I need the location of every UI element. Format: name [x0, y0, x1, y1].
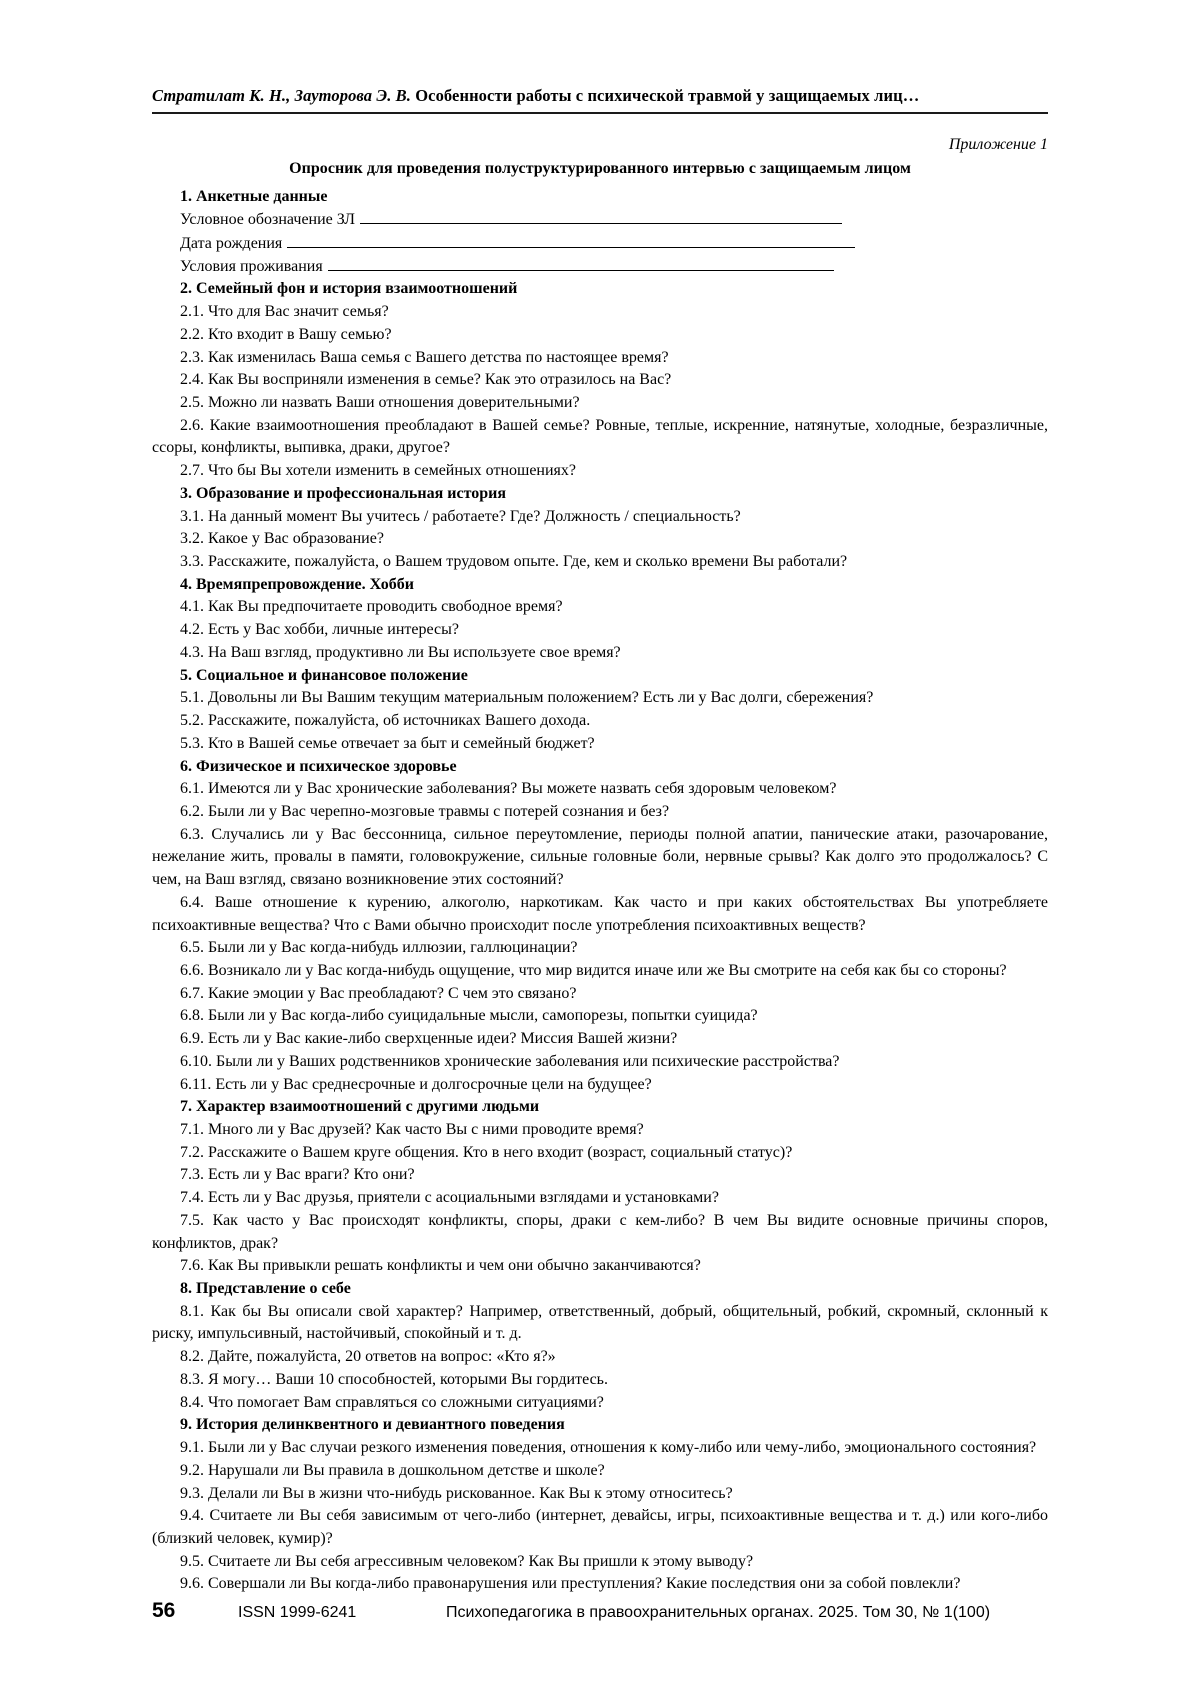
section-heading-1: 1. Анкетные данные: [180, 187, 328, 205]
section-heading-7: 7. Характер взаимоотношений с другими людьми: [180, 1098, 540, 1116]
question-item: 6.8. Были ли у Вас когда-либо суицидальные мысли, самопорезы, попытки суицида?: [180, 1007, 758, 1025]
question-item: 3.3. Расскажите, пожалуйста, о Вашем трудовом опыте. Где, кем и сколько времени Вы работали?: [180, 553, 848, 571]
form-field-blank[interactable]: [287, 232, 855, 248]
question-item: 7.1. Много ли у Вас друзей? Как часто Вы с ними проводите время?: [180, 1121, 644, 1139]
question-item: 5.1. Довольны ли Вы Вашим текущим материальным положением? Есть ли у Вас долги, сбережения?: [180, 689, 874, 707]
question-item: 6.7. Какие эмоции у Вас преобладают? С чем это связано?: [180, 984, 577, 1002]
section-heading-4: 4. Времяпрепровождение. Хобби: [180, 575, 414, 593]
form-field-label: Условия проживания: [180, 258, 323, 276]
question-item: 2.6. Какие взаимоотношения преобладают в Вашей семье? Ровные, теплые, искренние, натянутые, холодные, безразличные, ссоры, конфликты, выпивка, драки, другое?: [152, 416, 1048, 457]
question-item: 4.3. На Ваш взгляд, продуктивно ли Вы используете свое время?: [180, 643, 621, 661]
issn-label: ISSN 1999-6241: [238, 1604, 357, 1621]
question-item: 6.3. Случались ли у Вас бессонница, сильное переутомление, периоды полной апатии, панические атаки, разочарование, нежелание жить, провалы в памяти, головокружение, сильные головные боли, нервные срывы? Как долго это продолжалось? С чем, на Ваш взгляд, связано возникновение этих состояний?: [152, 825, 1048, 889]
question-item: 9.3. Делали ли Вы в жизни что-нибудь рискованное. Как Вы к этому относитесь?: [180, 1484, 733, 1502]
section-heading-8: 8. Представление о себе: [180, 1280, 351, 1298]
question-item: 2.3. Как изменилась Ваша семья с Вашего детства по настоящее время?: [180, 348, 669, 366]
question-item: 2.5. Можно ли назвать Ваши отношения доверительными?: [180, 394, 580, 412]
question-item: 7.5. Как часто у Вас происходят конфликты, споры, драки с кем-либо? В чем Вы видите основные причины споров, конфликтов, драк?: [152, 1211, 1048, 1252]
form-field-row: [152, 255, 1048, 278]
question-item: 6.2. Были ли у Вас черепно-мозговые травмы с потерей сознания и без?: [180, 802, 670, 820]
question-item: 8.2. Дайте, пожалуйста, 20 ответов на вопрос: «Кто я?»: [180, 1348, 556, 1366]
question-item: 2.4. Как Вы восприняли изменения в семье? Как это отразилось на Вас?: [180, 371, 672, 389]
question-item: 6.10. Были ли у Ваших родственников хронические заболевания или психические расстройства?: [180, 1052, 840, 1070]
running-head-title: Особенности работы с психической травмой у защищаемых лиц…: [410, 86, 920, 105]
section-heading-2: 2. Семейный фон и история взаимоотношений: [180, 280, 518, 298]
question-item: 8.1. Как бы Вы описали свой характер? Например, ответственный, добрый, общительный, робкий, скромный, склонный к риску, импульсивный, настойчивый, спокойный и т. д.: [152, 1302, 1048, 1343]
form-field-label: Условное обозначение ЗЛ: [180, 211, 355, 229]
question-item: 2.2. Кто входит в Вашу семью?: [180, 325, 392, 343]
question-item: 7.2. Расскажите о Вашем круге общения. Кто в него входит (возраст, социальный статус)?: [180, 1143, 793, 1161]
question-item: 6.5. Были ли у Вас когда-нибудь иллюзии, галлюцинации?: [180, 939, 578, 957]
form-field-blank[interactable]: [360, 209, 842, 225]
header-divider: [152, 112, 1048, 114]
page-footer: [152, 1599, 1048, 1623]
question-item: 7.3. Есть ли у Вас враги? Кто они?: [180, 1166, 415, 1184]
question-item: 9.5. Считаете ли Вы себя агрессивным человеком? Как Вы пришли к этому выводу?: [180, 1552, 754, 1570]
question-item: 2.7. Что бы Вы хотели изменить в семейных отношениях?: [180, 462, 577, 480]
form-field-row: [152, 208, 1048, 231]
running-head-authors: Стратилат К. Н., Зауторова Э. В.: [152, 86, 411, 105]
question-item: 6.11. Есть ли у Вас среднесрочные и долгосрочные цели на будущее?: [180, 1075, 652, 1093]
question-item: 4.2. Есть у Вас хобби, личные интересы?: [180, 621, 459, 639]
question-item: 7.4. Есть ли у Вас друзья, приятели с асоциальными взглядами и установками?: [180, 1189, 719, 1207]
question-item: 5.3. Кто в Вашей семье отвечает за быт и семейный бюджет?: [180, 734, 595, 752]
form-field-label: Дата рождения: [180, 234, 283, 252]
question-item: 3.2. Какое у Вас образование?: [180, 530, 384, 548]
question-item: 6.4. Ваше отношение к курению, алкоголю, наркотикам. Как часто и при каких обстоятельствах Вы употребляете психоактивные вещества? Что с Вами обычно происходит после употребления психоактивных веществ?: [152, 893, 1048, 934]
form-field-blank[interactable]: [328, 255, 834, 271]
question-item: 2.1. Что для Вас значит семья?: [180, 303, 389, 321]
question-item: 6.1. Имеются ли у Вас хронические заболевания? Вы можете назвать себя здоровым человеком?: [180, 780, 837, 798]
question-item: 6.6. Возникало ли у Вас когда-нибудь ощущение, что мир видится иначе или же Вы смотрите на себя как бы со стороны?: [180, 961, 1007, 979]
form-field-row: [152, 232, 1048, 255]
section-heading-5: 5. Социальное и финансовое положение: [180, 666, 468, 684]
journal-citation: Психопедагогика в правоохранительных органах. 2025. Том 30, № 1(100): [446, 1604, 991, 1621]
question-item: 8.4. Что помогает Вам справляться со сложными ситуациями?: [180, 1393, 604, 1411]
question-item: 9.4. Считаете ли Вы себя зависимым от чего-либо (интернет, девайсы, игры, психоактивные вещества и т. д.) или кого-либо (близкий человек, кумир)?: [152, 1507, 1048, 1547]
page-number: 56: [152, 1599, 176, 1622]
question-item: 8.3. Я могу… Ваши 10 способностей, которыми Вы гордитесь.: [180, 1370, 608, 1388]
section-heading-3: 3. Образование и профессиональная история: [180, 484, 506, 502]
question-item: 3.1. На данный момент Вы учитесь / работаете? Где? Должность / специальность?: [180, 507, 741, 525]
section-heading-9: 9. История делинквентного и девиантного поведения: [180, 1416, 565, 1434]
running-head: [152, 86, 1048, 112]
question-item: 6.9. Есть ли у Вас какие-либо сверхценные идеи? Миссия Вашей жизни?: [180, 1030, 678, 1048]
question-item: 9.6. Совершали ли Вы когда-либо правонарушения или преступления? Какие последствия они за собой повлекли?: [180, 1575, 961, 1593]
questionnaire-body: [152, 186, 1048, 1596]
question-item: 9.2. Нарушали ли Вы правила в дошкольном детстве и школе?: [180, 1461, 605, 1479]
section-heading-6: 6. Физическое и психическое здоровье: [180, 757, 457, 775]
question-item: 4.1. Как Вы предпочитаете проводить свободное время?: [180, 598, 563, 616]
question-item: 7.6. Как Вы привыкли решать конфликты и чем они обычно заканчиваются?: [180, 1257, 701, 1275]
question-item: 9.1. Были ли у Вас случаи резкого изменения поведения, отношения к кому-либо или чему-либо, эмоционального состояния?: [180, 1439, 1037, 1457]
question-item: 5.2. Расскажите, пожалуйста, об источниках Вашего дохода.: [180, 712, 591, 730]
page-title: Опросник для проведения полуструктурированного интервью с защищаемым лицом: [289, 159, 911, 177]
appendix-label: Приложение 1: [948, 135, 1048, 153]
